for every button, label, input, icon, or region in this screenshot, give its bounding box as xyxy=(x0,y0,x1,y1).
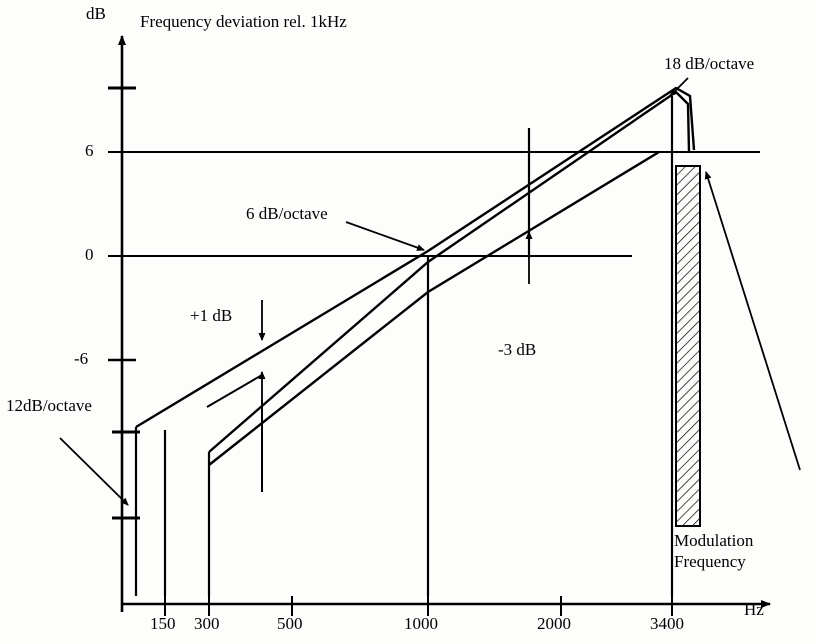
y-tick-label-0: 0 xyxy=(85,245,94,264)
lower-limit-curve xyxy=(209,92,689,452)
leader-12db xyxy=(60,438,128,505)
x-tick-label-2000: 2000 xyxy=(537,614,571,633)
chart-title: Frequency deviation rel. 1kHz xyxy=(140,12,347,31)
annotation-6db-per-octave: 6 dB/octave xyxy=(246,204,328,223)
x-axis-unit-label: Hz xyxy=(744,600,764,619)
plus1db-gap-indicator xyxy=(207,300,262,492)
minus3db-curve xyxy=(209,152,659,465)
frequency-markers xyxy=(136,96,672,596)
annotation-12db-per-octave: 12dB/octave xyxy=(6,396,92,415)
leader-6db xyxy=(346,222,424,250)
annotation-modulation-frequency xyxy=(674,530,753,573)
y-tick-label-6: 6 xyxy=(85,141,94,160)
modulation-frequency-band xyxy=(676,166,700,526)
x-ticks xyxy=(165,596,672,616)
upper-limit-curve xyxy=(136,88,694,427)
annotation-18db-per-octave: 18 dB/octave xyxy=(664,54,755,73)
annotation-modulation-line2: Frequency xyxy=(674,552,746,572)
annotation-modulation-line1: Modulation xyxy=(674,531,754,550)
y-axis-unit-label: dB xyxy=(86,4,106,23)
x-tick-label-300: 300 xyxy=(194,614,220,633)
annotation-plus1db: +1 dB xyxy=(190,306,233,325)
x-tick-label-1000: 1000 xyxy=(404,614,438,633)
leader-modulation-frequency xyxy=(706,172,800,470)
x-tick-label-3400: 3400 xyxy=(650,614,684,633)
x-tick-label-150: 150 xyxy=(150,614,176,633)
reference-lines xyxy=(122,152,760,256)
x-tick-label-500: 500 xyxy=(277,614,303,633)
annotation-minus3db: -3 dB xyxy=(498,340,537,359)
y-tick-label-neg6: -6 xyxy=(74,349,89,368)
